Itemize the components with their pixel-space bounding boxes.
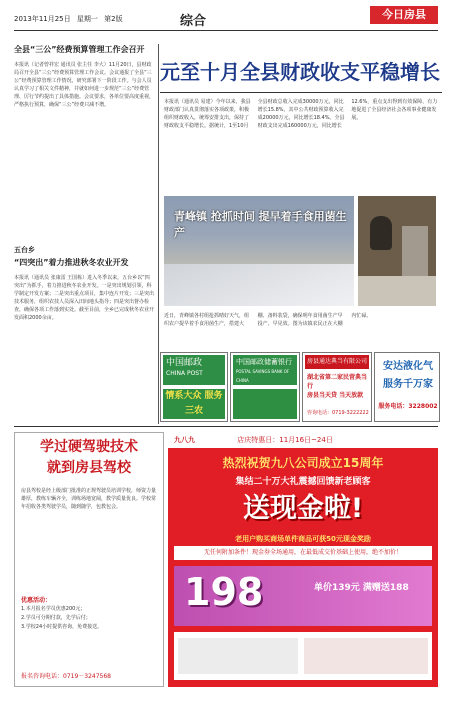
store-top [168, 432, 438, 448]
gas-ad [374, 352, 440, 422]
article-three-funds [14, 44, 154, 234]
article-wutai [14, 245, 154, 420]
store-big-headline: 送现金啦! [242, 493, 364, 524]
store-bottom [174, 632, 432, 680]
gas-sub: 服务千万家 [383, 379, 433, 390]
store-price: 单价139元 满赠送188 [314, 583, 409, 593]
gas-phone: 服务电话：3228002 [378, 403, 438, 410]
store-purple-banner [174, 566, 432, 626]
driving-phone: 报名咨询电话：0719－3247568 [21, 673, 111, 680]
postal-bank-logo: 中国邮政储蓄银行 POSTAL SAVINGS BANK OF CHINA [233, 355, 297, 385]
postal-bank-ad [230, 352, 300, 422]
pawn-name: 房县通达典当有限公司 [305, 355, 369, 369]
post-slogan: 情系大众 服务三农 [163, 389, 225, 419]
gas-title: 安达液化气 [383, 361, 433, 372]
article-body: 本报讯（记者曾祥宏 通讯员 张主任 李大）11月20日，县财政局召开全县“三公”经费预算管理工作会议。会议通报了全县“三公”经费预算管理工作情况，研究部署下一阶段工作。与会人员认真学习了相关文件精神，并就如何进一步规范“三公”经费管理、厉行节约提出了具体措施。会议要求，各单位要高度重视，严格执行预算，确保“三公”经费只减不增。 [14, 62, 154, 108]
store-name: 九八九 [174, 436, 195, 444]
china-post-logo: 中国邮政 CHINA POST [163, 355, 225, 385]
photo-body: 近日，青峰镇各村组抢抓晴好天气，组织农户提早着手食用菌生产，搭建大棚、备料装袋，确保明年食用菌生产早投产、早见效。图为该镇农民正在大棚内忙碌。 [164, 313, 372, 327]
store-dates: 店庆特惠日：11月16日~24日 [237, 436, 333, 444]
photo-caption: 青峰镇 抢抓时间 提早着手食用菌生产 [174, 210, 347, 239]
page-header [0, 0, 450, 44]
driving-title: 学过硬驾驶技术 就到房县驾校 [40, 439, 138, 476]
main-headline: 元至十月全县财政收支平稳增长 [160, 60, 440, 84]
main-body: 本报讯（通讯员 易建）今年以来，我县财政部门认真贯彻落实各项政策，积极组织财政收入，统筹安排支出，保持了财政收支平稳增长。据统计，1至10月全县财政总收入完成30000万元，同比增长15.8%，其中公共财政预算收入完成20000万元，同比增长18.4%。全县财政支出完成160000万元，同比增长12.6%，重点支出得到有效保障，有力地促进了全县经济社会各项事业健康发展。 [164, 99, 438, 129]
pawn-ad [302, 352, 372, 422]
article-body: 本报讯（通讯员 张康雷 王国栋）进入冬季以来，五台乡以“四突出”为抓手，着力推进秋冬农业开发。一是突出规划引领，科学制定开发方案；二是突出重点项目，集中连片开发；三是突出技术服务，组织农技人员深入田间地头指导；四是突出督办检查，确保各项工作落到实处。截至目前，全乡已完成秋冬农业开发面积2000余亩。 [14, 275, 154, 321]
news-photo [164, 196, 354, 306]
driving-school-ad [14, 432, 164, 687]
driving-intro: 房县驾校是经上级部门批准的正规驾驶员培训学校，师资力量雄厚，教练车辆齐全，训练场地宽阔，教学质量优良。学校常年招收各类驾驶学员，随到随学，包教包会。 [21, 488, 157, 510]
ads-row [160, 352, 440, 424]
news-photo-right [358, 196, 436, 306]
store-sub: 老用户购买商场单件商品可获50元现金奖励 [235, 535, 371, 543]
article-headline: “四突出”着力推进秋冬农业开发 [14, 258, 129, 267]
driving-highlights: 优惠活动： [21, 597, 52, 604]
pawn-lines: 湖北省第二家民营典当行 房县当天贷 当天放款 [307, 374, 368, 399]
header-date: 2013年11月25日 星期一 第2版 [14, 15, 123, 23]
department-store-ad [168, 432, 438, 687]
pawn-phone: 咨询电话：0719-3222222 [307, 410, 369, 416]
article-kicker: 五台乡 [14, 246, 35, 254]
masthead-logo: 今日房县 [370, 6, 438, 24]
section-title: 综合 [180, 14, 207, 29]
post-ad [160, 352, 228, 422]
store-banner2: 集结二十万大礼震撼回馈新老顾客 [235, 477, 371, 487]
article-headline: 全县“三公”经费预算管理工作会召开 [14, 45, 145, 54]
store-notice: 无任何附加条件！现金券全场通用，在最低成交价基础上使用，绝不加价！ [174, 546, 432, 560]
store-number: 198 [184, 570, 264, 614]
driving-items: 1.本月报名学员优惠200元； 2.学员可分期付款，先学后付； 3.学校24小时提供咨询，免费接送。 [21, 606, 103, 630]
store-banner1: 热烈祝贺九八公司成立15周年 [222, 456, 384, 470]
